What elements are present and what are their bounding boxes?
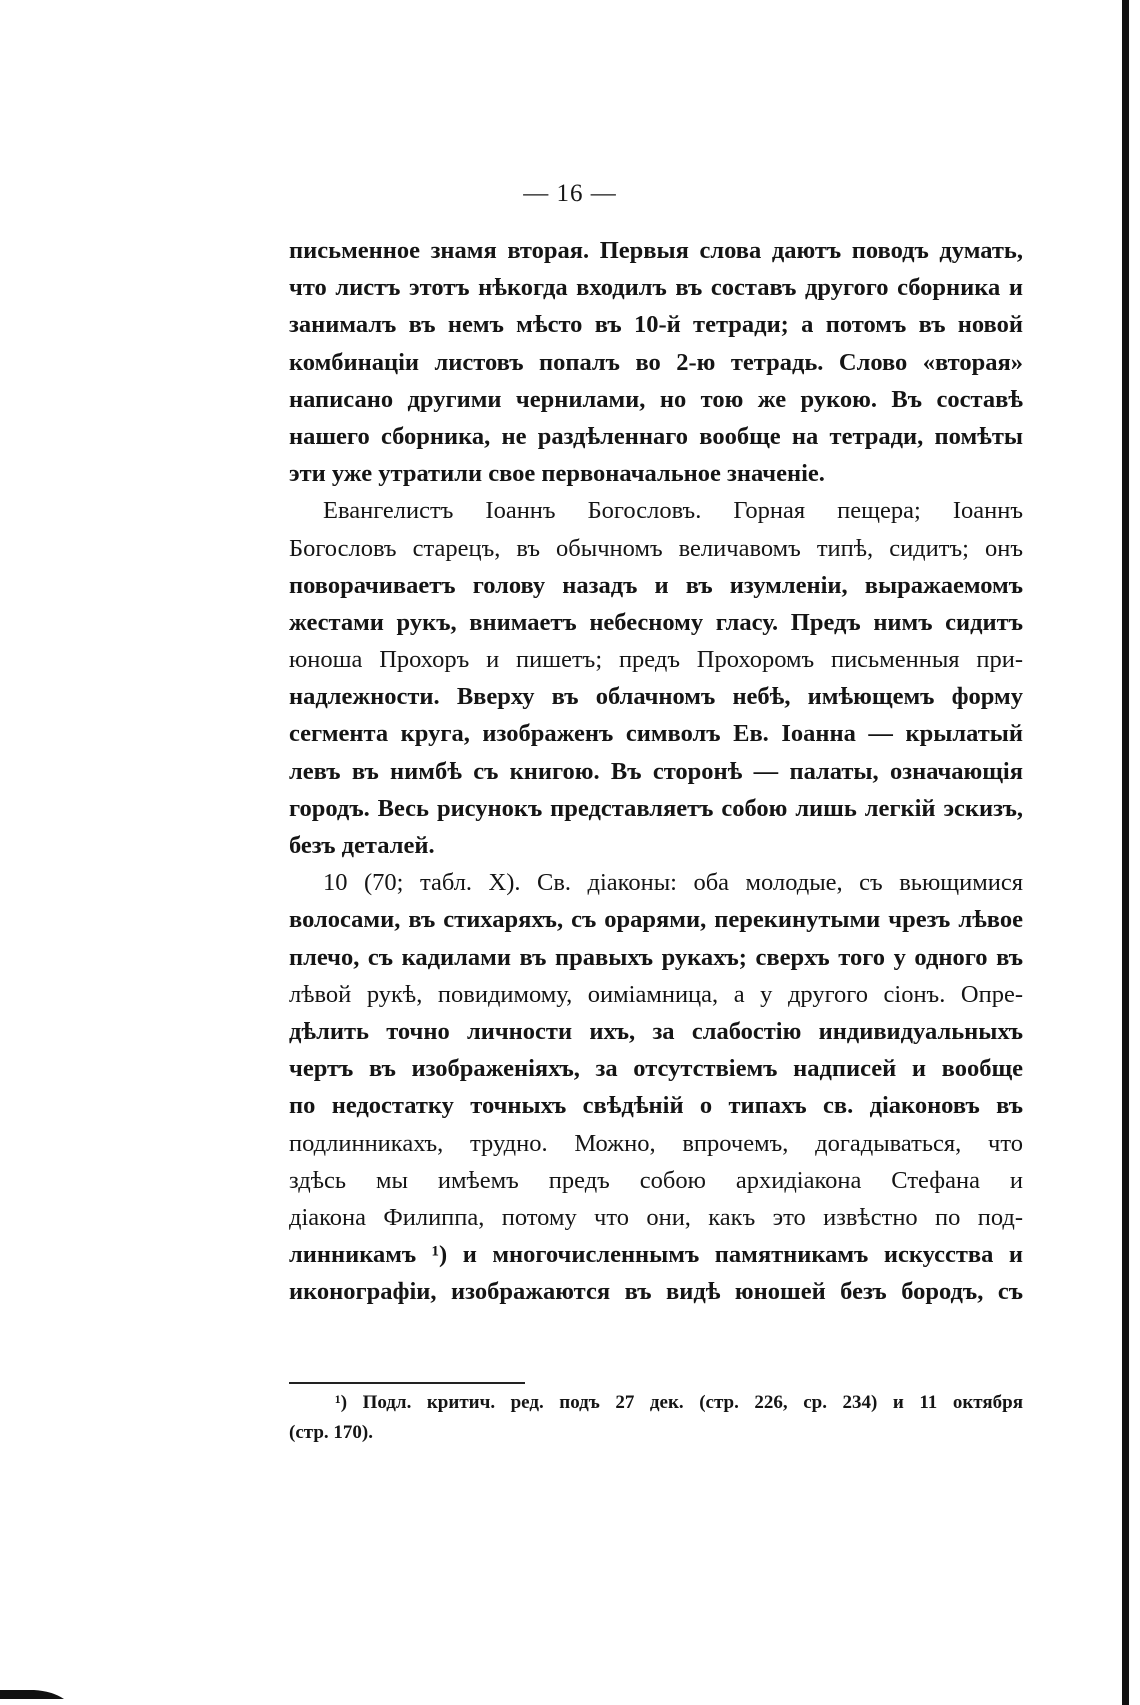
text-line: занималъ въ немъ мѣсто въ 10-й тетради; а потомъ въ новой xyxy=(289,311,1023,339)
text-line: волосами, въ стихаряхъ, съ орарями, перекинутыми чрезъ лѣвое xyxy=(289,906,1023,934)
text-line: діакона Филиппа, потому что они, какъ это извѣстно по под- xyxy=(289,1203,1023,1231)
text-line: 10 (70; табл. X). Св. діаконы: оба молодые, съ вьющимися xyxy=(323,869,1023,897)
text-line: здѣсь мы имѣемъ предъ собою архидіакона Стефана и xyxy=(289,1166,1023,1194)
text-line: комбинаціи листовъ попалъ во 2-ю тетрадь. Слово «вторая» xyxy=(289,348,1023,376)
text-line: лѣвой рукѣ, повидимому, оиміамница, а у другого сіонъ. Опре- xyxy=(289,980,1023,1008)
text-line: Богословъ старецъ, въ обычномъ величавомъ типѣ, сидитъ; онъ xyxy=(289,534,1023,562)
page-edge-shadow xyxy=(1122,0,1129,1705)
text-line: юноша Прохоръ и пишетъ; предъ Прохоромъ письменныя при- xyxy=(289,646,1023,674)
text-line: написано другими чернилами, но тою же рукою. Въ составѣ xyxy=(289,385,1023,413)
text-line: иконографіи, изображаются въ видѣ юношей безъ бородъ, съ xyxy=(289,1278,1023,1306)
text-line: безъ деталей. xyxy=(289,832,435,859)
text-line: надлежности. Вверху въ облачномъ небѣ, имѣющемъ форму xyxy=(289,683,1023,711)
text-line: эти уже утратили свое первоначальное значеніе. xyxy=(289,460,825,488)
text-line: левъ въ нимбѣ съ книгою. Въ сторонѣ — палаты, означающія xyxy=(289,757,1023,785)
text-line: поворачиваетъ голову назадъ и въ изумленіи, выражаемомъ xyxy=(289,571,1023,599)
page-number: — 16 — xyxy=(523,180,617,207)
footnote-line: (стр. 170). xyxy=(289,1422,373,1443)
text-line: что листъ этотъ нѣкогда входилъ въ составъ другого сборника и xyxy=(289,274,1023,302)
text-line: нашего сборника, не раздѣленнаго вообще на тетради, помѣты xyxy=(289,422,1023,450)
footnotes xyxy=(289,1388,1023,1448)
scan-corner-mark xyxy=(0,1688,64,1700)
text-line: Евангелистъ Іоаннъ Богословъ. Горная пещера; Іоаннъ xyxy=(323,497,1023,525)
text-line: плечо, съ кадилами въ правыхъ рукахъ; сверхъ того у одного въ xyxy=(289,943,1023,971)
text-line: по недостатку точныхъ свѣдѣній о типахъ св. діаконовъ въ xyxy=(289,1092,1023,1120)
body-text xyxy=(289,232,1023,1310)
text-line: городъ. Весь рисунокъ представляетъ собою лишь легкій эскизъ, xyxy=(289,794,1023,822)
text-line: сегмента круга, изображенъ символъ Ев. Іоанна — крылатый xyxy=(289,720,1023,748)
text-line: чертъ въ изображеніяхъ, за отсутствіемъ надписей и вообще xyxy=(289,1055,1023,1083)
footnote-divider xyxy=(289,1382,525,1384)
text-line: подлинникахъ, трудно. Можно, впрочемъ, догадываться, что xyxy=(289,1129,1023,1157)
text-line: дѣлить точно личности ихъ, за слабостію индивидуальныхъ xyxy=(289,1017,1023,1045)
text-line: письменное знамя вторая. Первыя слова даютъ поводъ думать, xyxy=(289,237,1023,264)
text-line: линникамъ ¹) и многочисленнымъ памятникамъ искусства и xyxy=(289,1241,1023,1269)
footnote-line: ¹) Подл. критич. ред. подъ 27 дек. (стр. 226, ср. 234) и 11 октября xyxy=(335,1392,1023,1413)
text-line: жестами рукъ, внимаетъ небесному гласу. Предъ нимъ сидитъ xyxy=(289,608,1023,636)
